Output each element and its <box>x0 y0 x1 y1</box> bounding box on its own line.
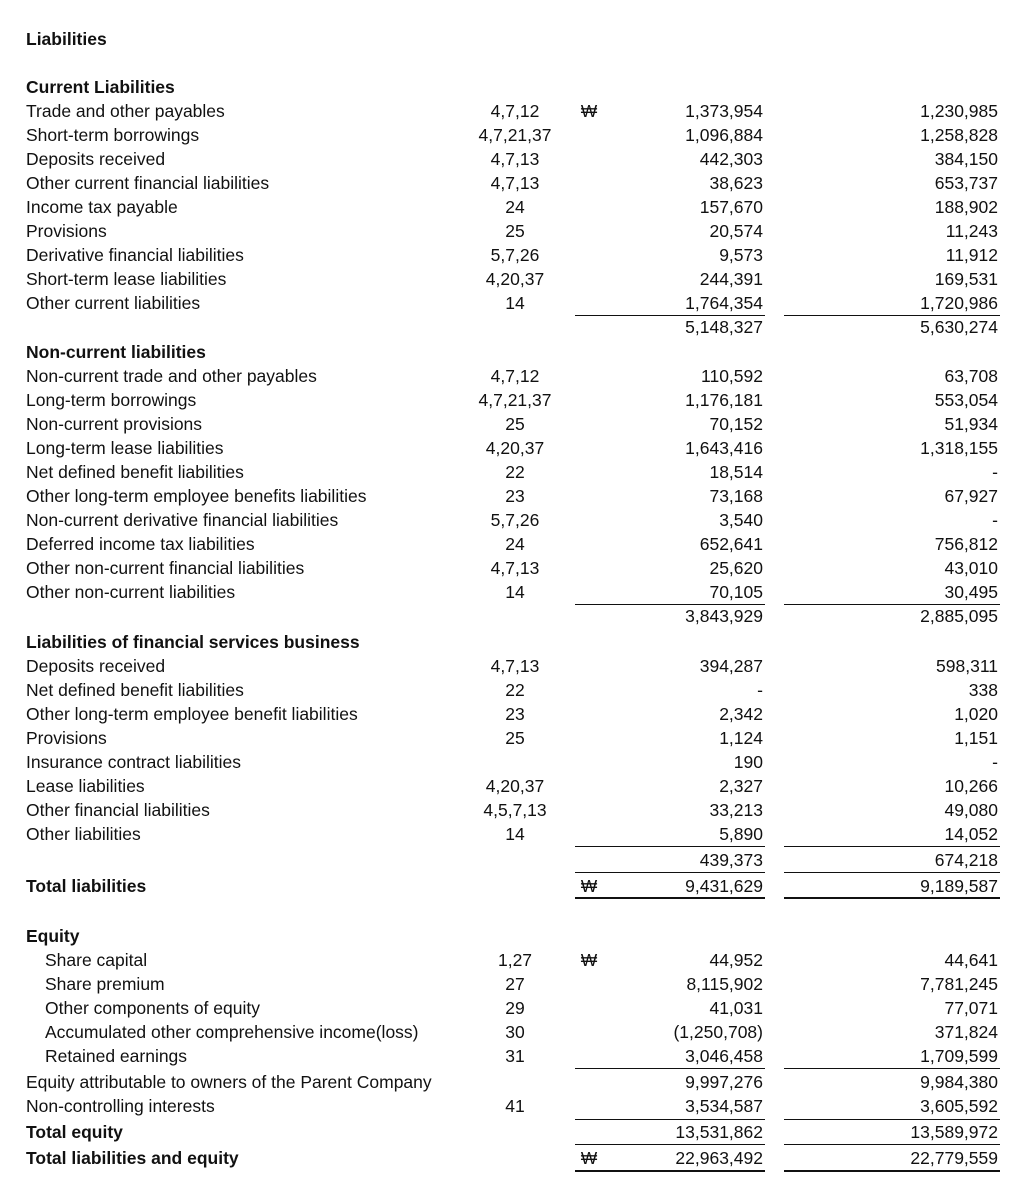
total-underline <box>575 1170 765 1172</box>
table-row <box>0 123 1031 147</box>
noncontrolling-note: 41 <box>505 1096 525 1116</box>
row-value-prior: 1,318,155 <box>920 438 998 458</box>
row-value-current: 18,514 <box>709 462 763 482</box>
equity-attributable-row <box>0 1070 1031 1094</box>
row-label: Other non-current liabilities <box>26 582 236 602</box>
row-label: Long-term borrowings <box>26 390 197 410</box>
subtotal-current: 5,148,327 <box>685 317 763 337</box>
row-note: 14 <box>505 582 525 602</box>
row-value-current: 652,641 <box>699 534 763 554</box>
table-row <box>0 798 1031 822</box>
row-label: Other long-term employee benefits liabilities <box>26 486 367 506</box>
total-rule <box>575 1144 765 1145</box>
row-value-current: 442,303 <box>699 149 763 169</box>
row-note: 29 <box>505 998 525 1018</box>
subtotal-prior: 674,218 <box>934 850 998 870</box>
row-value-prior: 1,020 <box>954 704 998 724</box>
row-value-current: 70,152 <box>709 414 763 434</box>
row-value-current: 394,287 <box>699 656 763 676</box>
row-value-current: 38,623 <box>709 173 763 193</box>
noncurrent-heading-row <box>0 340 1031 364</box>
noncurrent-heading: Non-current liabilities <box>26 342 206 362</box>
current-liabilities-heading: Current Liabilities <box>26 77 175 97</box>
row-value-current: 44,952 <box>709 950 763 970</box>
table-row <box>0 532 1031 556</box>
table-row <box>0 996 1031 1020</box>
row-value-prior: 7,781,245 <box>920 974 998 994</box>
row-label: Long-term lease liabilities <box>26 438 224 458</box>
row-label: Lease liabilities <box>26 776 145 796</box>
total-underline <box>784 897 1000 899</box>
row-value-prior: 44,641 <box>944 950 998 970</box>
total-underline <box>784 1170 1000 1172</box>
row-note: 14 <box>505 293 525 313</box>
table-row <box>0 219 1031 243</box>
equity-heading-row <box>0 924 1031 948</box>
section-title: Liabilities <box>26 29 107 49</box>
row-note: 25 <box>505 414 525 434</box>
won-symbol: ₩ <box>580 876 598 896</box>
row-value-prior: 77,071 <box>944 998 998 1018</box>
table-row <box>0 948 1031 972</box>
row-label: Non-current trade and other payables <box>26 366 317 386</box>
subtotal-prior: 5,630,274 <box>920 317 998 337</box>
row-value-prior: 188,902 <box>934 197 998 217</box>
row-label: Short-term borrowings <box>26 125 200 145</box>
row-note: 4,5,7,13 <box>483 800 547 820</box>
table-row <box>0 580 1031 604</box>
noncontrolling-prior: 3,605,592 <box>920 1096 998 1116</box>
subtotal-rule <box>784 1068 1000 1069</box>
row-value-current: 1,373,954 <box>685 101 763 121</box>
table-row <box>0 267 1031 291</box>
financial-heading: Liabilities of financial services business <box>26 632 360 652</box>
row-note: 22 <box>505 680 525 700</box>
total-rule <box>784 1144 1000 1145</box>
subtotal-prior: 2,885,095 <box>920 606 998 626</box>
row-note: 4,20,37 <box>485 269 545 289</box>
row-value-prior: 338 <box>968 680 998 700</box>
subtotal-row <box>0 315 1031 339</box>
row-value-prior: 1,258,828 <box>920 125 998 145</box>
row-value-current: 41,031 <box>709 998 763 1018</box>
row-value-prior: 756,812 <box>934 534 998 554</box>
subtotal-rule <box>575 1068 765 1069</box>
subtotal-current: 3,843,929 <box>685 606 763 626</box>
table-row <box>0 484 1031 508</box>
noncontrolling-row <box>0 1094 1031 1118</box>
row-value-prior: 43,010 <box>944 558 998 578</box>
row-note: 4,7,12 <box>490 366 540 386</box>
total-underline <box>575 897 765 899</box>
row-note: 4,7,12 <box>490 101 540 121</box>
table-row <box>0 171 1031 195</box>
row-label: Deposits received <box>26 656 166 676</box>
row-label: Income tax payable <box>26 197 178 217</box>
total-liabilities-current: 9,431,629 <box>685 876 763 896</box>
row-label: Share premium <box>45 974 165 994</box>
row-label: Other current financial liabilities <box>26 173 270 193</box>
row-label: Trade and other payables <box>26 101 225 121</box>
row-note: 4,20,37 <box>485 438 545 458</box>
row-value-current: 5,890 <box>719 824 763 844</box>
row-value-prior: 11,243 <box>945 221 998 241</box>
total-equity-current: 13,531,862 <box>675 1122 763 1142</box>
row-label: Non-current provisions <box>26 414 203 434</box>
row-value-current: - <box>757 680 763 700</box>
row-value-prior: - <box>992 752 998 772</box>
row-label: Insurance contract liabilities <box>26 752 241 772</box>
row-value-prior: 14,052 <box>944 824 998 844</box>
row-value-current: 157,670 <box>699 197 763 217</box>
total-equity-row <box>0 1120 1031 1144</box>
table-row <box>0 726 1031 750</box>
table-row <box>0 508 1031 532</box>
row-value-prior: 1,151 <box>954 728 998 748</box>
total-liabilities-row <box>0 874 1031 898</box>
row-label: Deposits received <box>26 149 166 169</box>
subtotal-row <box>0 604 1031 628</box>
equity-attributable-prior: 9,984,380 <box>920 1072 998 1092</box>
row-value-current: 73,168 <box>709 486 763 506</box>
table-row <box>0 654 1031 678</box>
section-title-row <box>0 27 1031 51</box>
current-liabilities-heading-row <box>0 75 1031 99</box>
row-note: 5,7,26 <box>490 510 540 530</box>
row-note: 31 <box>505 1046 525 1066</box>
row-label: Other current liabilities <box>26 293 201 313</box>
total-rule <box>784 872 1000 873</box>
row-note: 4,20,37 <box>485 776 545 796</box>
subtotal-current: 439,373 <box>699 850 763 870</box>
row-label: Short-term lease liabilities <box>26 269 227 289</box>
row-value-current: (1,250,708) <box>673 1022 763 1042</box>
row-value-prior: - <box>992 510 998 530</box>
row-note: 24 <box>505 534 525 554</box>
subtotal-row <box>0 848 1031 872</box>
equity-attributable-current: 9,997,276 <box>685 1072 763 1092</box>
table-row <box>0 972 1031 996</box>
total-liabilities-equity-label: Total liabilities and equity <box>26 1148 239 1168</box>
row-note: 4,7,13 <box>490 558 540 578</box>
row-note: 4,7,13 <box>490 173 540 193</box>
row-value-current: 3,046,458 <box>685 1046 763 1066</box>
row-note: 23 <box>505 704 525 724</box>
row-label: Deferred income tax liabilities <box>26 534 255 554</box>
total-liabilities-label: Total liabilities <box>26 876 147 896</box>
row-label: Derivative financial liabilities <box>26 245 244 265</box>
row-value-prior: 384,150 <box>934 149 998 169</box>
row-note: 25 <box>505 728 525 748</box>
row-note: 25 <box>505 221 525 241</box>
row-note: 4,7,13 <box>490 656 540 676</box>
total-equity-label: Total equity <box>26 1122 123 1142</box>
row-note: 4,7,13 <box>490 149 540 169</box>
table-row <box>0 556 1031 580</box>
row-value-current: 190 <box>733 752 763 772</box>
table-row <box>0 1020 1031 1044</box>
total-liabilities-prior: 9,189,587 <box>920 876 998 896</box>
won-symbol: ₩ <box>580 1148 598 1168</box>
row-value-current: 244,391 <box>699 269 763 289</box>
row-note: 24 <box>505 197 525 217</box>
table-row <box>0 364 1031 388</box>
row-label: Net defined benefit liabilities <box>26 462 244 482</box>
table-row <box>0 147 1031 171</box>
row-label: Other financial liabilities <box>26 800 210 820</box>
row-value-prior: 553,054 <box>934 390 998 410</box>
row-label: Other liabilities <box>26 824 141 844</box>
table-row <box>0 291 1031 315</box>
table-row <box>0 99 1031 123</box>
row-value-prior: 51,934 <box>944 414 998 434</box>
row-value-prior: 653,737 <box>934 173 998 193</box>
row-label: Share capital <box>45 950 148 970</box>
row-note: 22 <box>505 462 525 482</box>
row-value-prior: 67,927 <box>944 486 998 506</box>
table-row <box>0 774 1031 798</box>
row-label: Retained earnings <box>45 1046 188 1066</box>
row-value-current: 70,105 <box>709 582 763 602</box>
row-value-current: 1,764,354 <box>685 293 763 313</box>
row-label: Provisions <box>26 221 107 241</box>
row-value-prior: 63,708 <box>944 366 998 386</box>
table-row <box>0 750 1031 774</box>
row-label: Non-current derivative financial liabilities <box>26 510 339 530</box>
equity-attributable-label: Equity attributable to owners of the Parent Company <box>26 1072 432 1092</box>
row-note: 30 <box>505 1022 525 1042</box>
row-value-prior: 371,824 <box>934 1022 998 1042</box>
noncontrolling-current: 3,534,587 <box>685 1096 763 1116</box>
financial-heading-row <box>0 630 1031 654</box>
table-row <box>0 195 1031 219</box>
subtotal-rule <box>575 846 765 847</box>
row-value-current: 110,592 <box>701 366 763 386</box>
row-note: 27 <box>505 974 525 994</box>
table-row <box>0 412 1031 436</box>
row-value-current: 33,213 <box>709 800 763 820</box>
row-value-current: 20,574 <box>709 221 763 241</box>
row-value-prior: 1,230,985 <box>920 101 998 121</box>
row-label: Provisions <box>26 728 107 748</box>
table-row <box>0 1044 1031 1068</box>
total-liabilities-equity-prior: 22,779,559 <box>910 1148 998 1168</box>
row-note: 1,27 <box>497 950 533 970</box>
row-value-current: 1,176,181 <box>685 390 763 410</box>
table-row <box>0 678 1031 702</box>
row-note: 4,7,21,37 <box>478 390 552 410</box>
row-value-prior: 169,531 <box>934 269 998 289</box>
row-value-current: 2,327 <box>719 776 763 796</box>
row-value-current: 25,620 <box>709 558 763 578</box>
table-row <box>0 243 1031 267</box>
noncontrolling-label: Non-controlling interests <box>26 1096 215 1116</box>
row-value-current: 1,096,884 <box>685 125 763 145</box>
row-note: 23 <box>505 486 525 506</box>
table-row <box>0 822 1031 846</box>
row-label: Other long-term employee benefit liabilities <box>26 704 358 724</box>
row-value-prior: 49,080 <box>944 800 998 820</box>
table-row <box>0 460 1031 484</box>
row-value-current: 8,115,902 <box>686 974 763 994</box>
row-note: 14 <box>505 824 525 844</box>
row-value-prior: 1,720,986 <box>920 293 998 313</box>
row-value-prior: - <box>992 462 998 482</box>
total-rule <box>575 872 765 873</box>
row-note: 5,7,26 <box>490 245 540 265</box>
row-value-prior: 1,709,599 <box>920 1046 998 1066</box>
won-symbol: ₩ <box>580 950 598 970</box>
row-label: Other components of equity <box>45 998 260 1018</box>
row-label: Other non-current financial liabilities <box>26 558 305 578</box>
row-value-current: 3,540 <box>719 510 763 530</box>
total-liabilities-equity-row <box>0 1146 1031 1170</box>
total-liabilities-equity-current: 22,963,492 <box>675 1148 763 1168</box>
row-value-prior: 598,311 <box>936 656 998 676</box>
subtotal-rule <box>784 846 1000 847</box>
row-value-prior: 30,495 <box>944 582 998 602</box>
row-value-current: 2,342 <box>719 704 763 724</box>
row-value-current: 1,643,416 <box>685 438 763 458</box>
table-row <box>0 702 1031 726</box>
table-row <box>0 436 1031 460</box>
row-value-prior: 11,912 <box>945 245 998 265</box>
total-equity-prior: 13,589,972 <box>910 1122 998 1142</box>
won-symbol: ₩ <box>580 101 598 121</box>
row-label: Accumulated other comprehensive income(loss) <box>45 1022 419 1042</box>
row-label: Net defined benefit liabilities <box>26 680 244 700</box>
row-value-current: 9,573 <box>719 245 763 265</box>
row-value-current: 1,124 <box>719 728 763 748</box>
table-row <box>0 388 1031 412</box>
row-value-prior: 10,266 <box>944 776 998 796</box>
row-note: 4,7,21,37 <box>478 125 552 145</box>
equity-heading: Equity <box>26 926 80 946</box>
